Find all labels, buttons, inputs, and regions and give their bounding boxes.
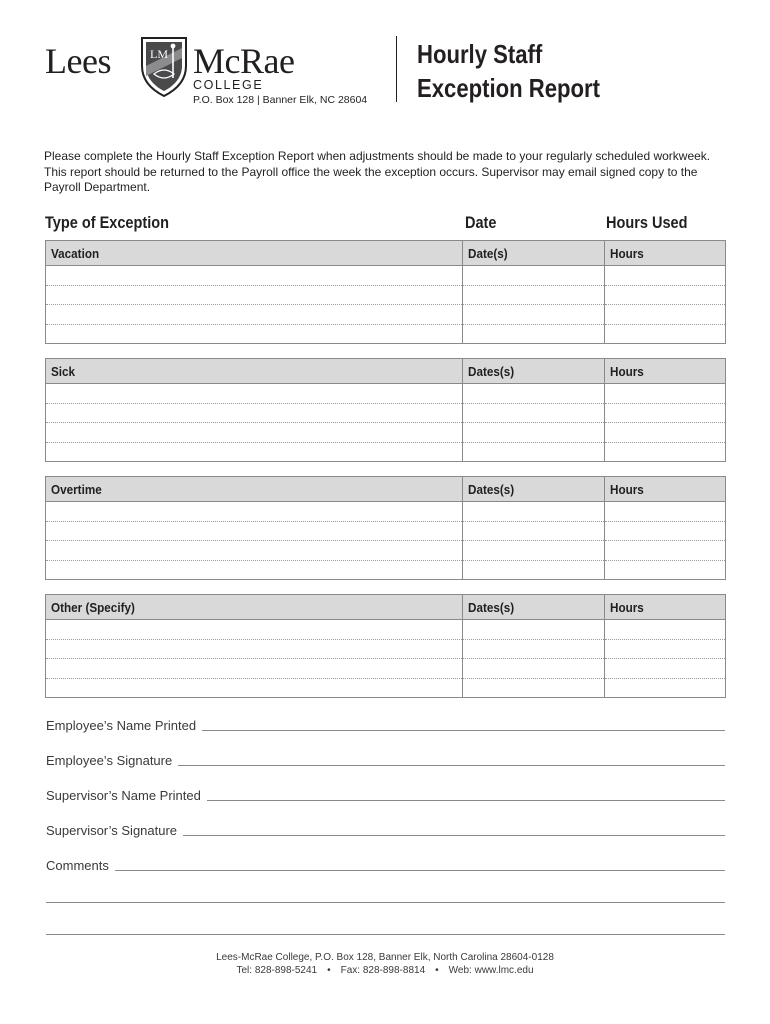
table-row (46, 324, 726, 344)
date-cell[interactable] (463, 403, 605, 423)
table-row (46, 384, 726, 404)
table-header-row (46, 477, 726, 502)
table-row (46, 442, 726, 462)
section-label: Vacation (46, 241, 463, 266)
type-cell[interactable] (46, 560, 463, 580)
column-header-date: Date (465, 214, 497, 232)
footer-web: Web: www.lmc.edu (448, 965, 534, 976)
footer-contact (0, 965, 770, 976)
date-cell[interactable] (463, 521, 605, 541)
intro-paragraph: Please complete the Hourly Staff Exception Report when adjustments should be made to your regularly scheduled workweek. This report should be returned to the Payroll office the week the exception occurs. Supervisor may email signed copy to the Payroll Department. (44, 149, 711, 194)
footer-address: Lees-McRae College, P.O. Box 128, Banner Elk, North Carolina 28604-0128 (216, 952, 554, 963)
type-cell[interactable] (46, 384, 463, 404)
hours-label: Hours (605, 595, 726, 620)
table-row (46, 659, 726, 679)
table-row (46, 285, 726, 305)
type-cell[interactable] (46, 541, 463, 561)
section-label: Sick (46, 359, 463, 384)
hours-cell[interactable] (605, 442, 726, 462)
footer-bullet: • (435, 965, 439, 976)
type-cell[interactable] (46, 678, 463, 698)
hours-cell[interactable] (605, 305, 726, 325)
page-title-line1: Hourly Staff (417, 39, 543, 69)
employee-signature-field (46, 750, 725, 768)
hours-cell[interactable] (605, 678, 726, 698)
hours-cell[interactable] (605, 639, 726, 659)
hours-cell[interactable] (605, 502, 726, 522)
date-cell[interactable] (463, 266, 605, 286)
footer-fax: Fax: 828-898-8814 (340, 965, 426, 976)
comments-line-2[interactable] (46, 902, 725, 903)
hours-cell[interactable] (605, 620, 726, 640)
type-cell[interactable] (46, 324, 463, 344)
date-cell[interactable] (463, 502, 605, 522)
comments-input[interactable] (115, 869, 725, 871)
supervisor-signature-label: Supervisor’s Signature (46, 823, 178, 838)
type-cell[interactable] (46, 521, 463, 541)
vacation-table (45, 240, 726, 344)
date-cell[interactable] (463, 384, 605, 404)
page-title-line2: Exception Report (417, 73, 600, 103)
hours-cell[interactable] (605, 285, 726, 305)
hours-label: Hours (605, 359, 726, 384)
type-cell[interactable] (46, 305, 463, 325)
college-shield-logo (140, 36, 188, 98)
hours-cell[interactable] (605, 521, 726, 541)
logo-college: COLLEGE (193, 78, 264, 92)
table-header-row (46, 241, 726, 266)
supervisor-signature-input[interactable] (183, 834, 725, 836)
employee-name-label: Employee’s Name Printed (46, 718, 197, 733)
hours-label: Hours (605, 477, 726, 502)
footer-tel: Tel: 828-898-5241 (236, 965, 318, 976)
table-row (46, 541, 726, 561)
table-row (46, 502, 726, 522)
hours-cell[interactable] (605, 659, 726, 679)
table-row (46, 521, 726, 541)
hours-cell[interactable] (605, 384, 726, 404)
overtime-table (45, 476, 726, 580)
employee-signature-label: Employee’s Signature (46, 753, 173, 768)
date-cell[interactable] (463, 639, 605, 659)
hours-cell[interactable] (605, 560, 726, 580)
dates-label: Date(s) (463, 241, 605, 266)
comments-line-3[interactable] (46, 934, 725, 935)
type-cell[interactable] (46, 403, 463, 423)
type-cell[interactable] (46, 442, 463, 462)
hours-cell[interactable] (605, 541, 726, 561)
table-row (46, 560, 726, 580)
type-cell[interactable] (46, 639, 463, 659)
date-cell[interactable] (463, 305, 605, 325)
type-cell[interactable] (46, 502, 463, 522)
dates-label: Dates(s) (463, 477, 605, 502)
section-label: Other (Specify) (46, 595, 463, 620)
hours-cell[interactable] (605, 423, 726, 443)
date-cell[interactable] (463, 442, 605, 462)
header-divider (396, 36, 397, 102)
logo-address: P.O. Box 128 | Banner Elk, NC 28604 (193, 94, 368, 106)
comments-label: Comments (46, 858, 109, 873)
table-row (46, 266, 726, 286)
supervisor-name-label: Supervisor’s Name Printed (46, 788, 201, 803)
table-row (46, 639, 726, 659)
table-row (46, 305, 726, 325)
supervisor-name-input[interactable] (207, 799, 725, 801)
hours-cell[interactable] (605, 324, 726, 344)
column-header-hours: Hours Used (606, 214, 688, 232)
hours-cell[interactable] (605, 403, 726, 423)
other-table (45, 594, 726, 698)
table-row (46, 678, 726, 698)
comments-field (46, 855, 725, 873)
sick-table (45, 358, 726, 462)
employee-signature-input[interactable] (178, 764, 725, 766)
supervisor-signature-field (46, 820, 725, 838)
table-row (46, 423, 726, 443)
table-header-row (46, 359, 726, 384)
table-row (46, 620, 726, 640)
table-row (46, 403, 726, 423)
column-header-type: Type of Exception (45, 214, 169, 232)
date-cell[interactable] (463, 285, 605, 305)
section-label: Overtime (46, 477, 463, 502)
type-cell[interactable] (46, 266, 463, 286)
date-cell[interactable] (463, 678, 605, 698)
date-cell[interactable] (463, 620, 605, 640)
date-cell[interactable] (463, 423, 605, 443)
employee-name-input[interactable] (202, 729, 725, 731)
footer-bullet: • (327, 965, 331, 976)
logo-wordmark-mcrae: McRae (193, 41, 295, 81)
hours-label: Hours (605, 241, 726, 266)
dates-label: Dates(s) (463, 359, 605, 384)
dates-label: Dates(s) (463, 595, 605, 620)
type-cell[interactable] (46, 620, 463, 640)
supervisor-name-field (46, 785, 725, 803)
hours-cell[interactable] (605, 266, 726, 286)
date-cell[interactable] (463, 541, 605, 561)
type-cell[interactable] (46, 423, 463, 443)
date-cell[interactable] (463, 560, 605, 580)
shield-monogram: LM (150, 47, 168, 61)
table-header-row (46, 595, 726, 620)
logo-wordmark-lees: Lees (45, 41, 111, 81)
employee-name-field (46, 715, 725, 733)
type-cell[interactable] (46, 285, 463, 305)
date-cell[interactable] (463, 659, 605, 679)
type-cell[interactable] (46, 659, 463, 679)
date-cell[interactable] (463, 324, 605, 344)
